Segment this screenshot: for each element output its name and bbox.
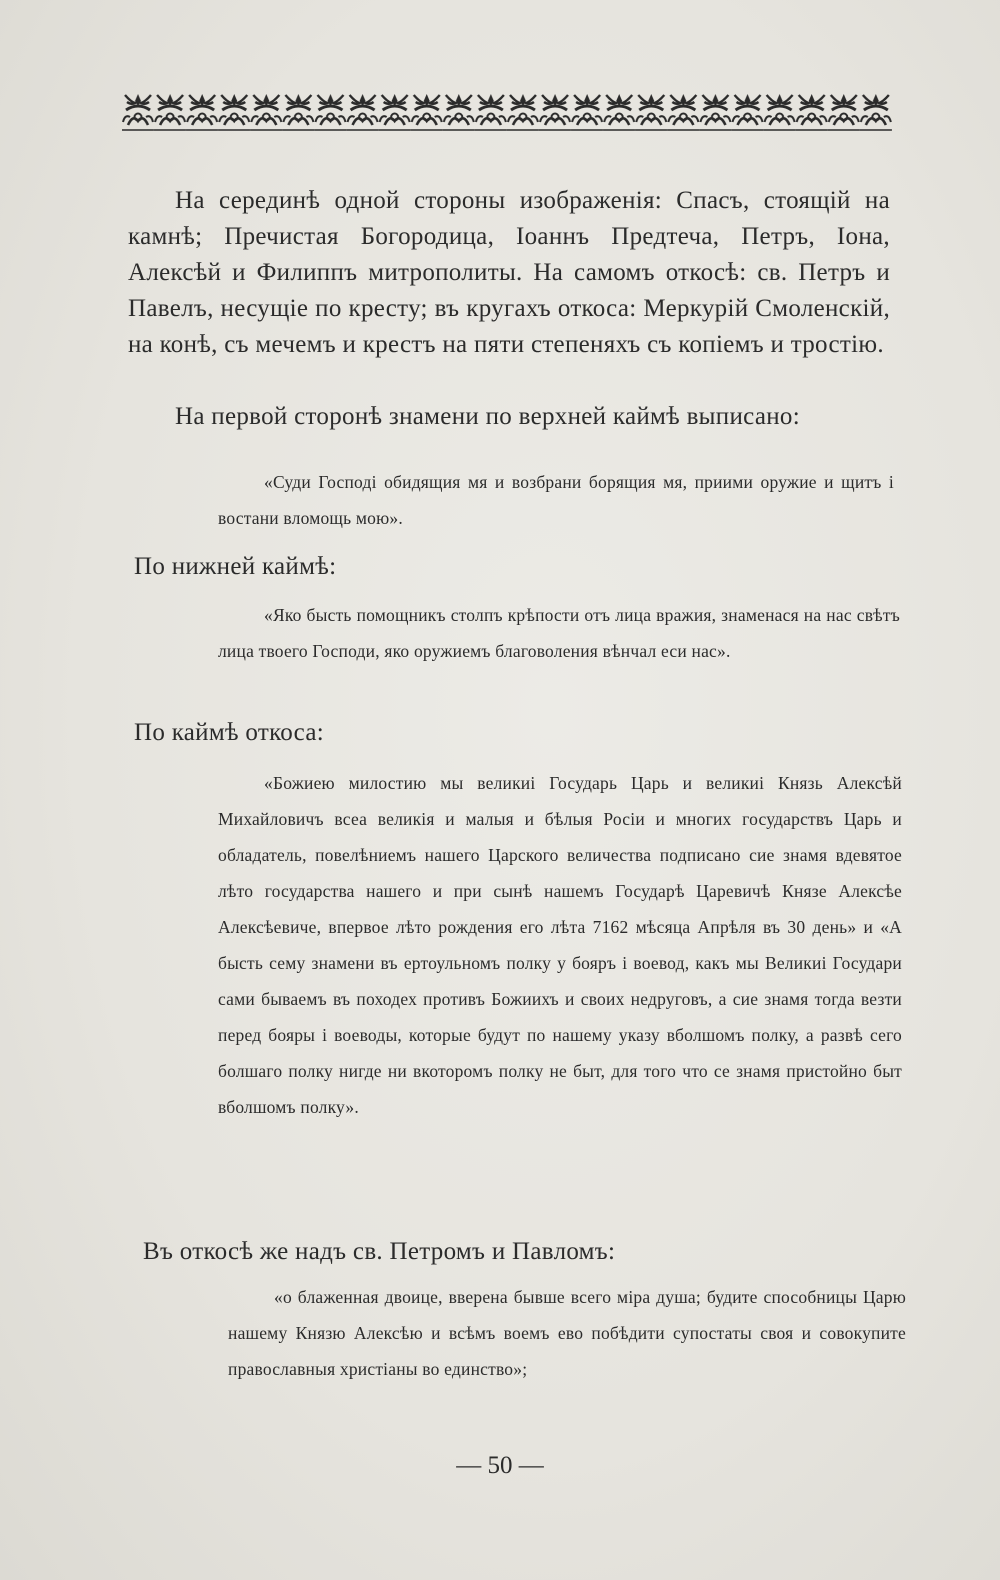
heading-peter-paul: Въ откосѣ же надъ св. Петромъ и Павломъ: (143, 1238, 616, 1265)
paragraph-upper-border: На первой сторонѣ знамени по верхней каймѣ выписано: (175, 403, 800, 430)
page-number: — 50 — (456, 1452, 544, 1479)
quote-upper-border: «Суди Господі обидящия мя и возбрани борящия мя, приими оружие и щитъ і востани вломощь мою». (218, 472, 894, 528)
quote-slope-border: «Божиею милостию мы великиі Государь Царь и великиі Князь Алексѣй Михайловичъ всеа великія и малыя и бѣлыя Росіи и многих государствъ Царь и обладатель, повелѣниемъ нашего Царского величества подписано сие знамя вдевятое лѣто государства нашего и при сынѣ нашемъ Государѣ Царевичѣ Князе Алексѣе Алексѣевиче, впервое лѣто рождения его лѣта 7162 мѣсяца Апрѣля въ 30 день» и «А бысть сему знамени въ ертоульномъ полку у бояръ і воевод, какъ мы Великиі Государи сами бываемъ въ походех противъ Божиихъ и своих недруговъ, а сие знамя тогда везти перед бояры і воеводы, которые будут по нашему указу вболшомъ полку, а развѣ сего болшаго полку нигде ни вкоторомъ полку не быт, для того что се знамя пристойно быт вболшомъ полку». (218, 773, 902, 1117)
heading-slope-border: По каймѣ откоса: (134, 719, 325, 746)
quote-peter-paul: «о блаженная двоице, вверена бывше всего міра душа; будите способницы Царю нашему Князю Алексѣю и всѣмъ воемъ ево побѣдити супостаты своя и совокупите православныя христіаны во единство»; (228, 1287, 906, 1379)
paragraph-description: На серединѣ одной стороны изображенія: Спасъ, стоящій на камнѣ; Пречистая Богородица, Іоаннъ Предтеча, Петръ, Іона, Алексѣй и Филиппъ митрополиты. На самомъ откосѣ: св. Петръ и Павелъ, несущіе по кресту; въ кругахъ откоса: Меркурій Смоленскій, на конѣ, съ мечемъ и крестъ на пяти степеняхъ съ копіемъ и тростію. (128, 187, 890, 358)
heading-lower-border: По нижней каймѣ: (134, 553, 337, 580)
decorative-header-ornament-icon (122, 92, 892, 132)
quote-lower-border: «Яко бысть помощникъ столпъ крѣпости отъ лица вражия, знаменася на нас свѣтъ лица твоего Господи, яко оружиемъ благоволения вѣнчал еси нас». (218, 605, 900, 661)
